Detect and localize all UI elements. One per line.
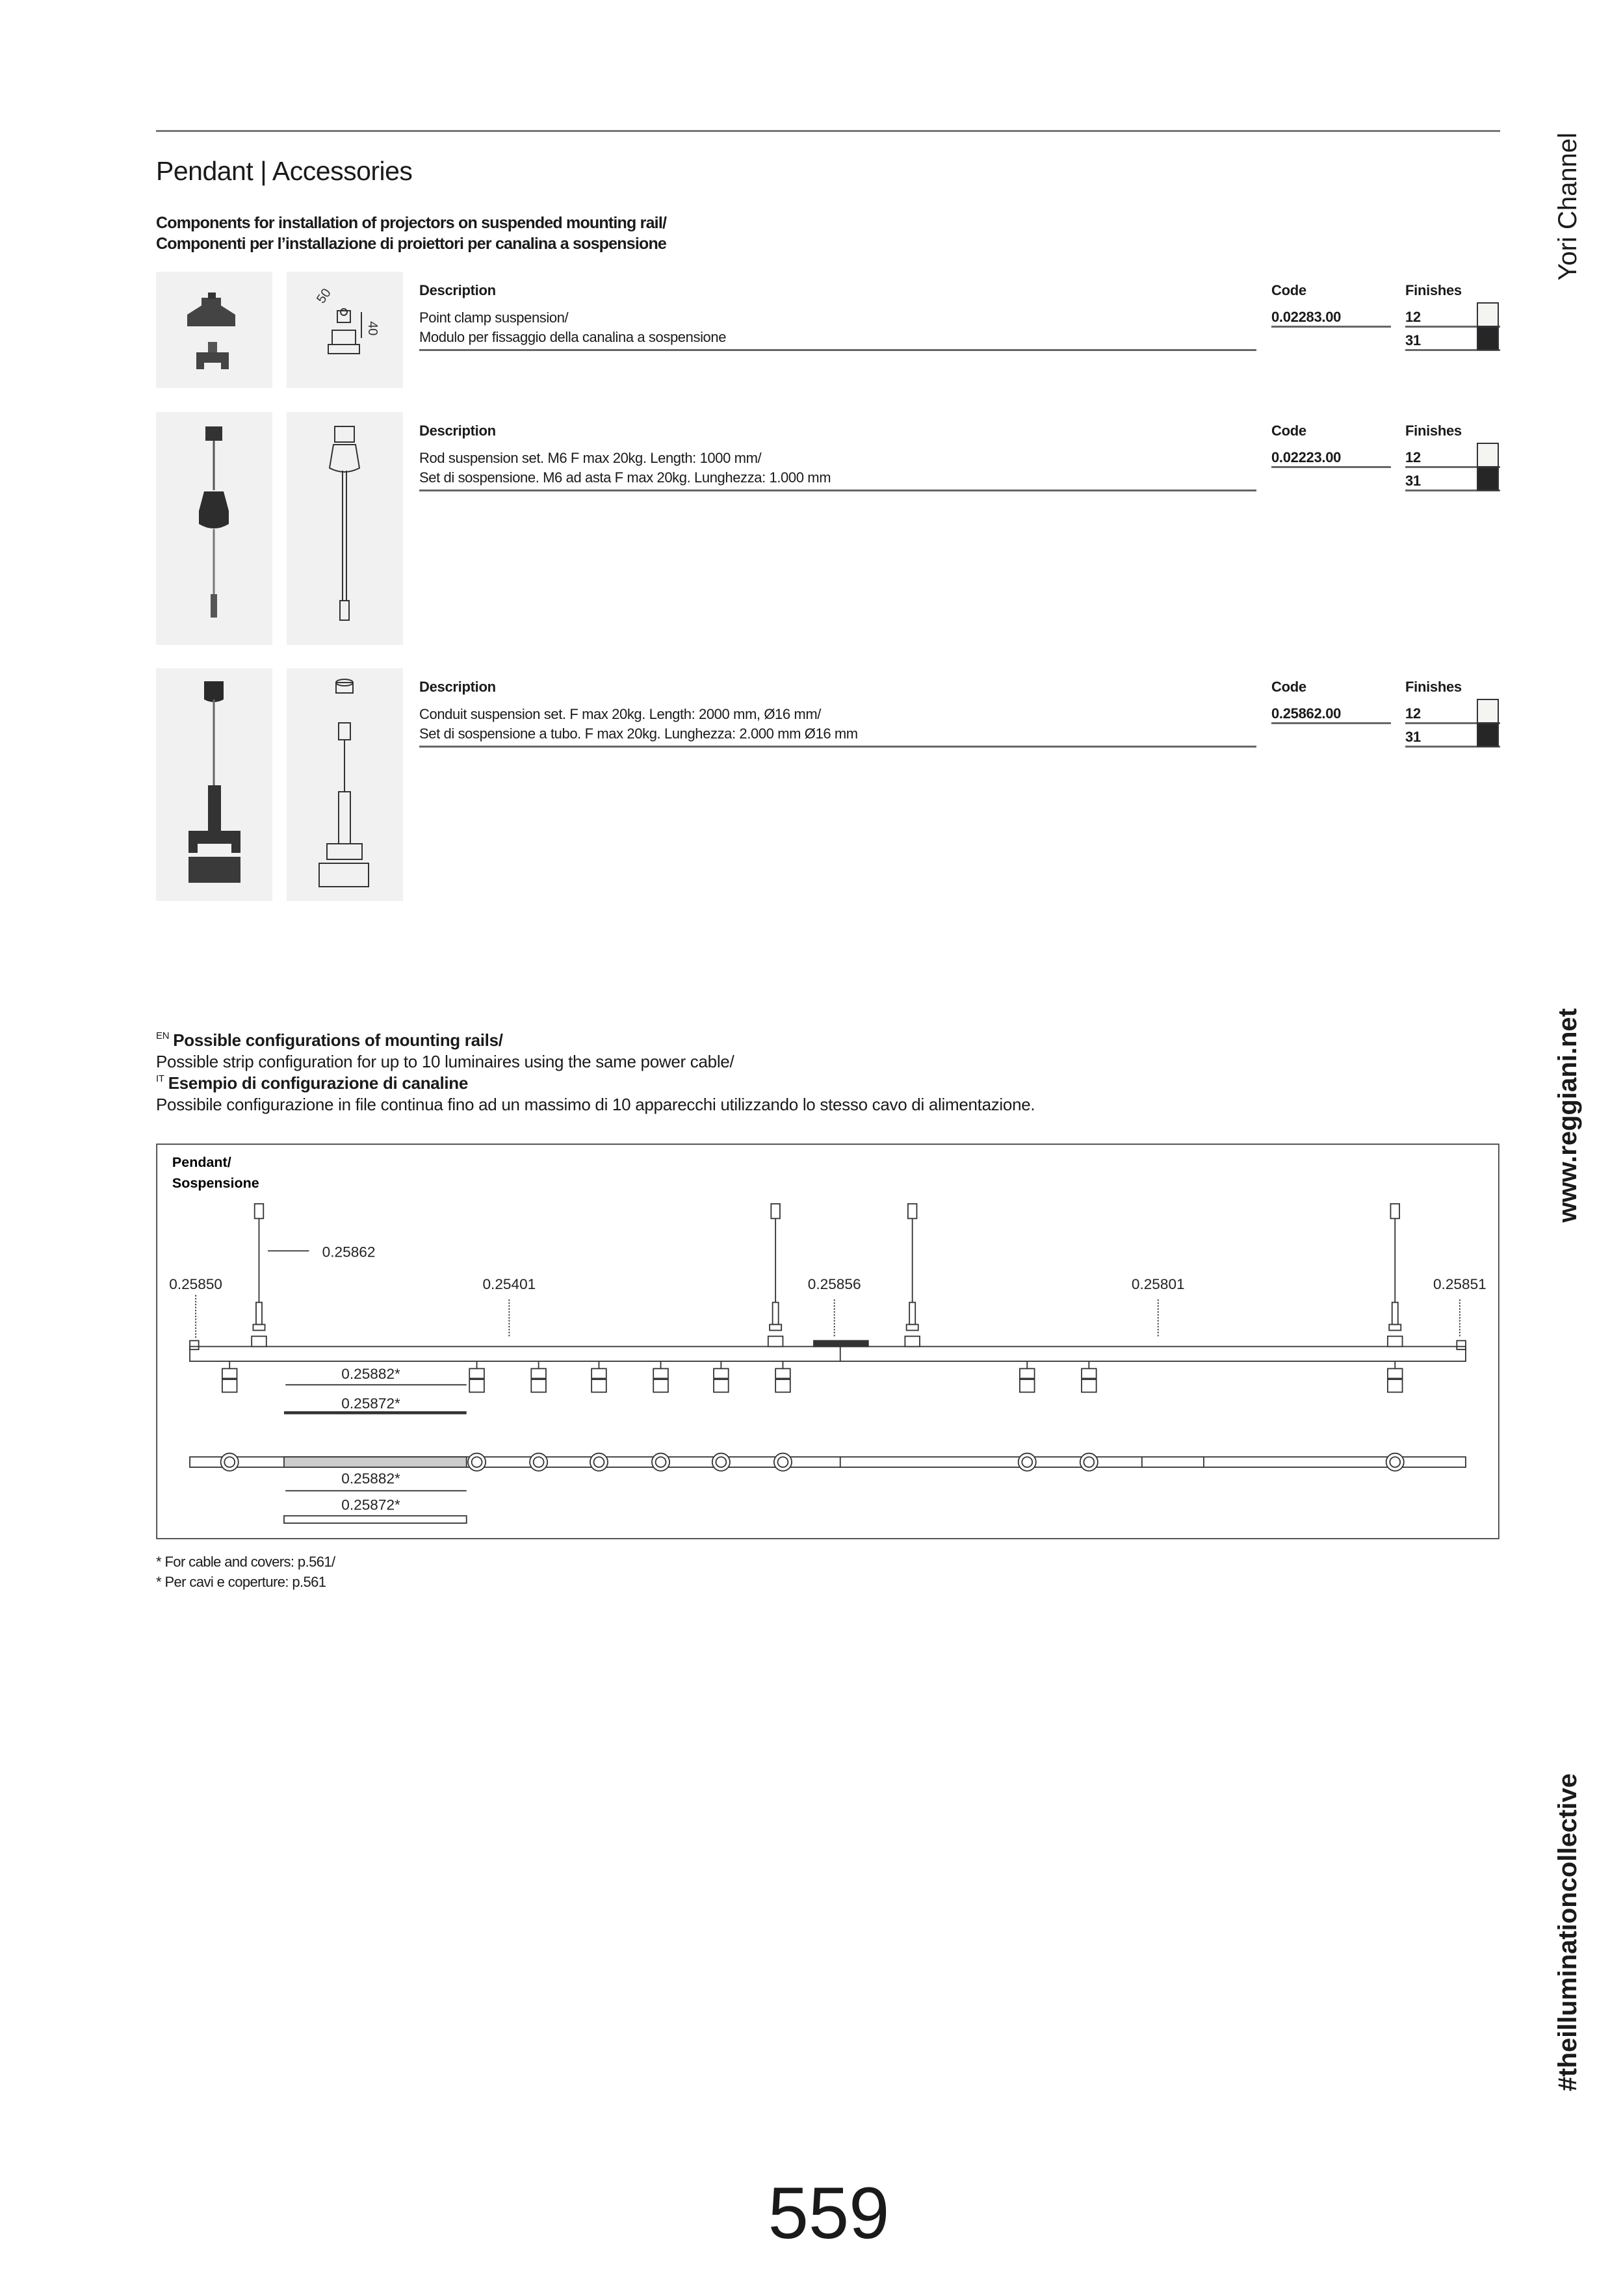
finish-swatch-black[interactable]	[1477, 326, 1499, 350]
spotlight	[1388, 1368, 1403, 1392]
spotlight-plan	[774, 1454, 792, 1471]
finish-swatch-white[interactable]	[1477, 443, 1499, 467]
finish-swatch-black[interactable]	[1477, 723, 1499, 747]
lang-tag-en: EN	[156, 1030, 170, 1041]
divider	[419, 489, 1256, 491]
spotlight	[1082, 1368, 1097, 1392]
suspension-rod	[773, 1303, 779, 1325]
code-label-end-left: 0.25850	[169, 1276, 223, 1293]
product-code[interactable]: 0.25862.00	[1271, 705, 1342, 722]
ceiling-cup	[771, 1204, 780, 1219]
code-label-end-right: 0.25851	[1433, 1276, 1487, 1293]
page-title: Pendant | Accessories	[156, 156, 413, 186]
config-en-text: Possible strip configuration for up to 10 luminaires using the same power cable/	[156, 1052, 734, 1071]
divider	[1271, 722, 1391, 724]
config-it-title: $^{IT}$ Esempio di configurazione di canaline	[156, 1073, 469, 1093]
suspension-rod	[1392, 1303, 1398, 1325]
spotlight	[469, 1368, 484, 1392]
end-cap-right	[1457, 1340, 1466, 1350]
page-number: 559	[768, 2172, 890, 2254]
spotlight-plan	[712, 1454, 730, 1471]
dimension-40: 40	[365, 321, 380, 336]
diagram-label: Pendant/	[172, 1155, 231, 1171]
code-label-suspension: 0.25862	[322, 1244, 376, 1260]
ceiling-cup	[255, 1204, 264, 1219]
code-label-cable: 0.25882*	[341, 1366, 400, 1383]
subtitle-it: Componenti per l’installazione di proiettori per canalina a sospensione	[156, 235, 667, 253]
spotlight-plan	[221, 1454, 239, 1471]
code-label-rail-left: 0.25401	[482, 1276, 536, 1293]
spotlight	[222, 1368, 237, 1392]
code-label-cover: 0.25872*	[341, 1496, 400, 1513]
suspension-clamp	[907, 1324, 918, 1330]
rail-clamp	[252, 1337, 266, 1347]
suspension-rod	[909, 1303, 915, 1325]
code-label-joint: 0.25856	[807, 1276, 861, 1293]
suspension-clamp	[770, 1324, 781, 1330]
finishes-header: Finishes	[1405, 282, 1462, 298]
description-it: Set di sospensione a tubo. F max 20kg. Lunghezza: 2.000 mm Ø16 mm	[419, 725, 858, 742]
description-header: Description	[419, 423, 496, 439]
ceiling-cup	[908, 1204, 917, 1219]
joint-connector	[814, 1340, 868, 1346]
spotlight	[653, 1368, 668, 1392]
product-photo	[156, 668, 272, 901]
divider	[1271, 466, 1391, 468]
spotlight-plan	[1019, 1454, 1036, 1471]
finish-code: 31	[1405, 729, 1421, 745]
code-header: Code	[1271, 282, 1306, 298]
spotlight-plan	[590, 1454, 608, 1471]
sidebar-brand: Yori Channel	[1553, 133, 1582, 281]
description-en: Point clamp suspension/	[419, 309, 569, 326]
finish-code: 31	[1405, 332, 1421, 348]
finish-code: 31	[1405, 473, 1421, 489]
finish-code: 12	[1405, 309, 1421, 325]
point-clamp-drawing-icon	[287, 272, 403, 388]
finishes-header: Finishes	[1405, 679, 1462, 695]
end-cap-left	[190, 1340, 199, 1350]
product-code[interactable]: 0.02223.00	[1271, 449, 1342, 465]
divider	[1271, 326, 1391, 328]
section-subtitle	[156, 213, 666, 254]
finishes-header: Finishes	[1405, 423, 1462, 439]
finish-code: 12	[1405, 449, 1421, 465]
description-en: Rod suspension set. M6 F max 20kg. Length: 1000 mm/	[419, 450, 762, 466]
config-it-text: Possibile configurazione in file continua fino ad un massimo di 10 apparecchi utilizzando lo stesso cavo di alimentazione.	[156, 1095, 1035, 1114]
spotlight	[1020, 1368, 1035, 1392]
description-header: Description	[419, 679, 496, 695]
rail-clamp	[905, 1337, 920, 1347]
rod-suspension-drawing-icon	[287, 412, 403, 645]
product-code[interactable]: 0.02283.00	[1271, 309, 1342, 325]
lang-tag-it: IT	[156, 1073, 164, 1084]
rail-configuration-diagram	[156, 1143, 1500, 1539]
conduit-suspension-drawing-icon	[287, 668, 403, 901]
product-drawing	[287, 668, 403, 901]
divider	[419, 746, 1256, 748]
product-drawing	[287, 272, 403, 388]
product-photo	[156, 272, 272, 388]
suspension-clamp	[1389, 1324, 1401, 1330]
footnote: * For cable and covers: p.561/	[156, 1554, 335, 1570]
cover-segment	[284, 1457, 467, 1467]
product-photo	[156, 412, 272, 645]
product-drawing	[287, 412, 403, 645]
conduit-suspension-photo-icon	[156, 668, 272, 901]
finish-swatch-white[interactable]	[1477, 302, 1499, 327]
dimension-50: 50	[314, 286, 334, 306]
description-it: Modulo per fissaggio della canalina a sospensione	[419, 329, 727, 345]
spotlight-plan	[468, 1454, 486, 1471]
diagram-label: Sospensione	[172, 1175, 259, 1191]
description-header: Description	[419, 282, 496, 298]
spotlight	[714, 1368, 729, 1392]
finish-swatch-white[interactable]	[1477, 699, 1499, 724]
spotlight	[591, 1368, 606, 1392]
suspension-rod	[256, 1303, 262, 1325]
top-rule	[156, 130, 1500, 132]
config-en-title: $^{EN}$ Possible configurations of mounting rails/	[156, 1030, 503, 1050]
sidebar-hashtag: #theilluminationcollective	[1553, 1773, 1582, 2092]
ceiling-cup	[1390, 1204, 1399, 1219]
code-label-rail-right: 0.25801	[1131, 1276, 1185, 1293]
sidebar-website[interactable]: www.reggiani.net	[1553, 1008, 1582, 1223]
finish-code: 12	[1405, 705, 1421, 722]
rail-clamp	[1388, 1337, 1403, 1347]
description-it: Set di sospensione. M6 ad asta F max 20kg. Lunghezza: 1.000 mm	[419, 469, 831, 486]
finish-swatch-black[interactable]	[1477, 467, 1499, 491]
subtitle-en: Components for installation of projectors on suspended mounting rail/	[156, 214, 667, 232]
code-header: Code	[1271, 423, 1306, 439]
rod-suspension-photo-icon	[156, 412, 272, 645]
cover-drawing	[284, 1516, 467, 1523]
code-header: Code	[1271, 679, 1306, 695]
spotlight-plan	[530, 1454, 547, 1471]
point-clamp-photo-icon	[156, 272, 272, 388]
footnote: * Per cavi e coperture: p.561	[156, 1574, 326, 1590]
divider	[419, 349, 1256, 351]
spotlight-plan	[1386, 1454, 1404, 1471]
mounting-rail	[190, 1346, 1466, 1361]
suspension-clamp	[253, 1324, 265, 1330]
spotlight	[775, 1368, 790, 1392]
spotlight-plan	[652, 1454, 669, 1471]
code-label-cable: 0.25882*	[341, 1470, 400, 1487]
description-en: Conduit suspension set. F max 20kg. Length: 2000 mm, Ø16 mm/	[419, 706, 821, 722]
spotlight	[531, 1368, 546, 1392]
code-label-cover: 0.25872*	[341, 1395, 400, 1412]
rail-clamp	[768, 1337, 783, 1347]
spotlight-plan	[1080, 1454, 1098, 1471]
